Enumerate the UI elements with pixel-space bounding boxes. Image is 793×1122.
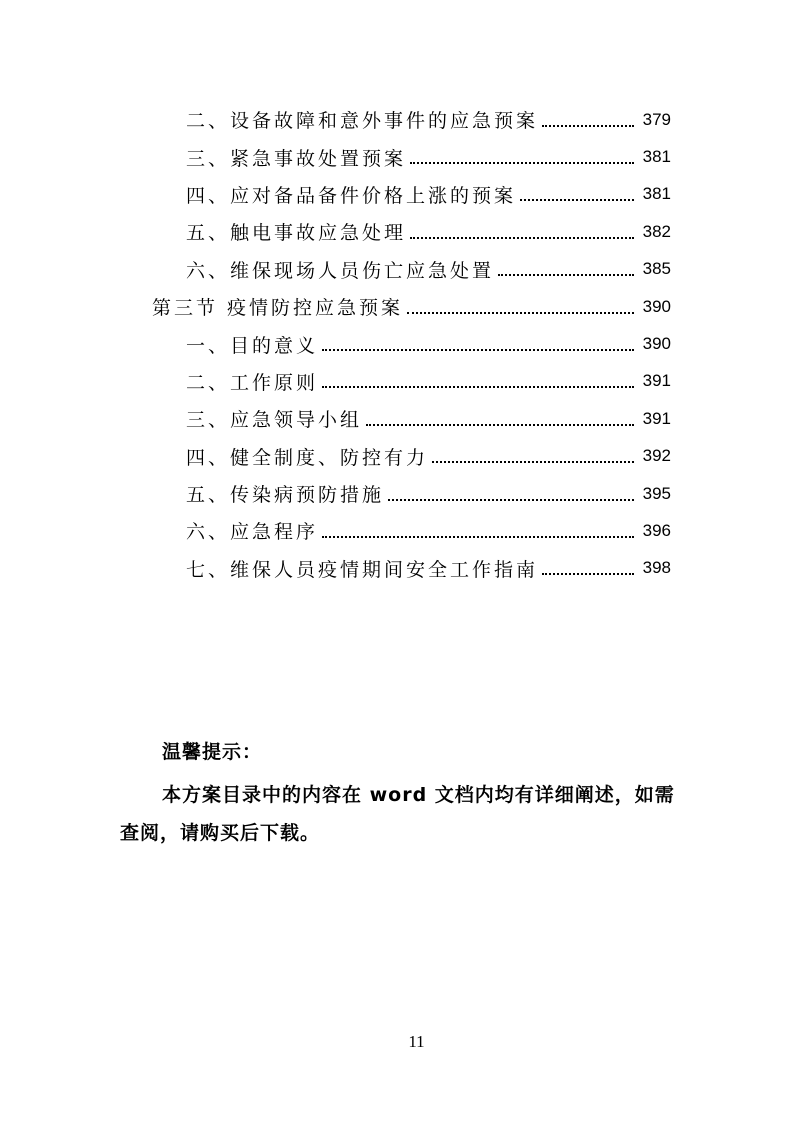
toc-entry-label: 三、应急领导小组 [186,409,363,432]
toc-entry-page: 379 [642,109,671,129]
toc-entry-page: 391 [642,371,671,391]
page-number: 11 [408,1032,425,1051]
toc-entry[interactable] [0,400,793,437]
toc-leader-dots [388,499,634,501]
toc-leader-dots [542,125,634,127]
toc-entry-page: 385 [642,259,671,279]
toc-entry[interactable] [0,550,793,587]
toc-entry-page: 398 [642,558,671,578]
toc-entry-label: 一、目的意义 [186,334,319,357]
notice-body: 本方案目录中的内容在 word 文档内均有详细阐述，如需查阅，请购买后下载。 [120,784,675,844]
toc-entry[interactable] [0,438,793,475]
toc-entry-page: 381 [642,184,671,204]
toc-entry-label: 七、维保人员疫情期间安全工作指南 [186,558,539,581]
notice-title: 温馨提示： [162,741,263,763]
toc-leader-dots [366,424,634,426]
toc-leader-dots [542,573,634,575]
toc-entry[interactable] [0,512,793,549]
toc-leader-dots [432,461,634,463]
toc-entry-page: 392 [642,446,671,466]
toc-leader-dots [407,312,634,314]
toc-entry[interactable] [0,363,793,400]
toc-entry-label: 四、应对备品备件价格上涨的预案 [186,184,517,207]
toc-entry-label: 第三节 疫情防控应急预案 [152,297,404,320]
toc-entry-page: 390 [642,296,671,316]
toc-entry-page: 381 [642,147,671,167]
toc-entry[interactable] [0,213,793,250]
toc-entry-label: 五、触电事故应急处理 [186,222,407,245]
toc-entry-page: 382 [642,221,671,241]
toc-entry-label: 二、工作原则 [186,371,319,394]
toc-entry-label: 二、设备故障和意外事件的应急预案 [186,110,539,133]
toc-leader-dots [498,274,634,276]
toc-entry[interactable] [0,138,793,175]
toc-entry-page: 391 [642,408,671,428]
toc-entry-label: 六、应急程序 [186,521,319,544]
toc-entry-page: 395 [642,483,671,503]
toc-leader-dots [322,536,634,538]
toc-entry[interactable] [0,251,793,288]
toc-entry-page: 390 [642,334,671,354]
toc-leader-dots [322,386,634,388]
toc-entry-label: 三、紧急事故处置预案 [186,147,407,170]
toc-leader-dots [322,349,634,351]
toc-entry[interactable] [0,475,793,512]
table-of-contents [0,101,793,587]
toc-entry-label: 四、健全制度、防控有力 [186,446,429,469]
toc-entry[interactable] [0,176,793,213]
toc-entry-label: 五、传染病预防措施 [186,484,385,507]
toc-entry[interactable] [0,325,793,362]
toc-leader-dots [410,162,634,164]
toc-leader-dots [410,237,634,239]
toc-entry-page: 396 [642,520,671,540]
toc-section-entry[interactable] [0,288,793,325]
toc-entry-label: 六、维保现场人员伤亡应急处置 [186,259,495,282]
toc-leader-dots [520,199,634,201]
toc-entry[interactable] [0,101,793,138]
